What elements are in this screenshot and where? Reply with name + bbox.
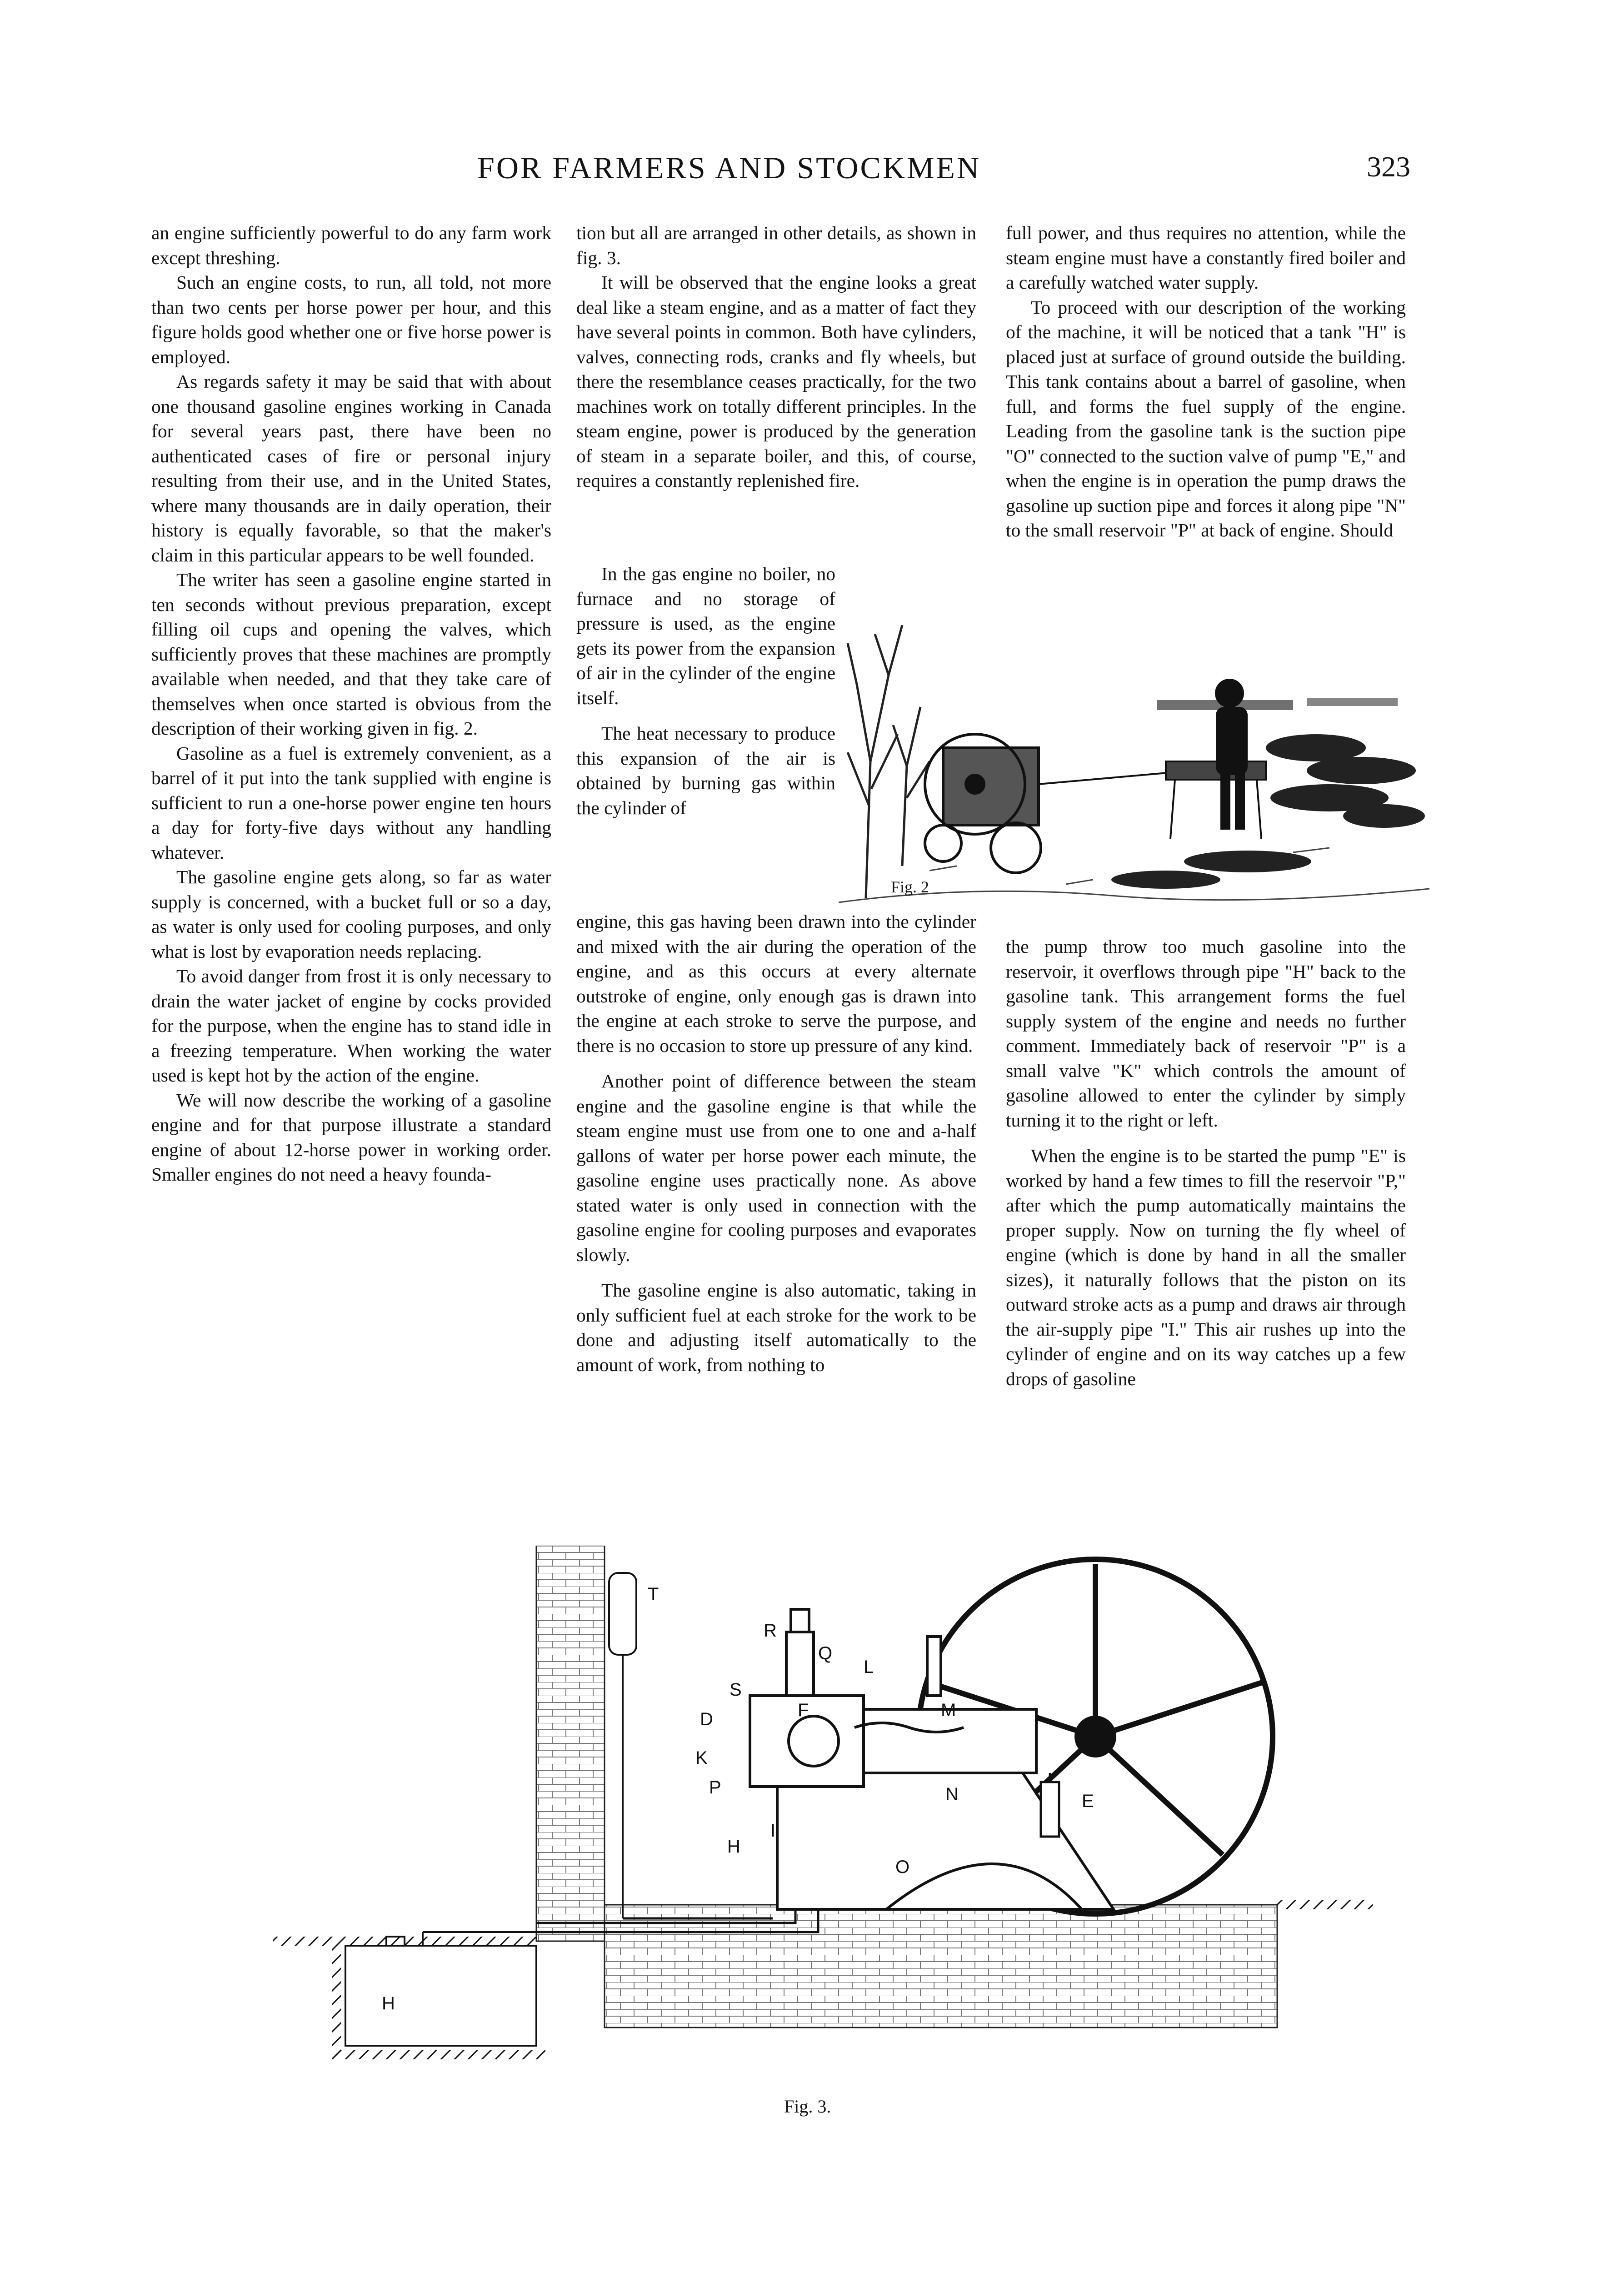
paragraph: full power, and thus requires no attention, while the steam engine must have a constantly fired boiler and a carefully watched water supply. bbox=[1006, 222, 1406, 293]
fig-3-caption: Fig. 3. bbox=[784, 2096, 831, 2117]
label-d: D bbox=[700, 1709, 713, 1729]
column-2-top bbox=[576, 220, 976, 493]
label-m: M bbox=[941, 1700, 956, 1720]
label-n: N bbox=[945, 1784, 959, 1804]
paragraph: When the engine is to be started the pump "E" is worked by hand a few times to fill the reservoir "P," after which the pump automatically maintains the proper supply. Now on turning the fly wheel of engine (which is done by hand in all the smaller sizes), it naturally follows that the piston on its outward stroke acts as a pump and draws air through the air-supply pipe "I." This air rushes up into the cylinder of engine and on its way catches up a few drops of gasoline bbox=[1006, 1145, 1406, 1389]
label-h-tank: H bbox=[382, 1993, 395, 2013]
label-r: R bbox=[764, 1621, 777, 1641]
paragraph: the pump throw too much gasoline into the reservoir, it overflows through pipe "H" back to the gasoline tank. This arrangement forms the fuel supply system of the engine and needs no further comment. Immediately back of reservoir "P" is a small valve "K" which controls the amount of gasoline allowed to enter the cylinder by simply turning it to the right or left. bbox=[1006, 936, 1406, 1131]
fig-3-engine-diagram bbox=[273, 1546, 1373, 2059]
engine-cylinder bbox=[750, 1609, 1036, 1787]
fuel-pump-e bbox=[1041, 1773, 1059, 1837]
paragraph: tion but all are arranged in other details, as shown in fig. 3. bbox=[576, 222, 976, 268]
paragraph: It will be observed that the engine looks a great deal like a steam engine, and as a matter of fact they have several points in common. Both have cylinders, valves, connecting rods, cranks and fly wheels, but there the resemblance ceases practically, for the two machines work on totally different principles. In the steam engine, power is produced by the generation of steam in a separate boiler, and this, of course, requires a constantly replenished fire. bbox=[576, 272, 976, 491]
gasoline-tank bbox=[345, 1932, 536, 2046]
distant-shrubs bbox=[1157, 698, 1398, 710]
fig-2-illustration bbox=[839, 571, 1429, 911]
column-2-bottom bbox=[576, 909, 976, 1377]
label-i: I bbox=[770, 1821, 776, 1841]
paragraph: The writer has seen a gasoline engine started in ten seconds without previous preparation, except filling oil cups and opening the valves, which sufficiently proves that these machines are promptly available when needed, and that they take care of themselves when once started is obvious from the description of their working given in fig. 2. bbox=[151, 569, 551, 739]
paragraph: As regards safety it may be said that with about one thousand gasoline engines working in Canada for several years past, there have been no authenticated cases of fire or personal injury resulting from their use, and in the United States, where many thousands are in daily operation, their history is equally favorable, so that the maker's claim in this particular appears to be well founded. bbox=[151, 371, 551, 566]
label-l: L bbox=[864, 1657, 874, 1677]
paragraph: The gasoline engine gets along, so far as water supply is concerned, with a bucket full or so a day, as water is only used for cooling purposes, and only what is lost by evaporation needs replacing. bbox=[151, 866, 551, 962]
label-o: O bbox=[895, 1857, 910, 1877]
label-t: T bbox=[648, 1584, 659, 1604]
paragraph: To proceed with our description of the working of the machine, it will be noticed that a tank "H" is placed just at surface of ground outside the building. This tank contains about a barrel of gasoline, when full, and forms the fuel supply of the engine. Leading from the gasoline tank is the suction pipe "O" connected to the suction valve of pump "E," and when the engine is in operation the pump draws the gasoline up suction pipe and forces it along pipe "N" to the small reservoir "P" at back of engine. Should bbox=[1006, 296, 1406, 541]
label-h-pipe: H bbox=[727, 1837, 740, 1857]
paragraph: In the gas engine no boiler, no furnace and no storage of pressure is used, as the engine gets its power from the expansion of air in the cylinder of the engine itself. bbox=[576, 563, 835, 708]
label-k: K bbox=[695, 1748, 708, 1768]
label-e: E bbox=[1082, 1791, 1094, 1811]
brick-wall bbox=[536, 1546, 605, 1941]
page-number: 323 bbox=[1367, 150, 1410, 183]
label-p: P bbox=[709, 1777, 721, 1797]
column-3-bottom bbox=[1006, 934, 1406, 1391]
label-f: F bbox=[798, 1700, 809, 1720]
page-header bbox=[0, 150, 1624, 200]
paragraph: The gasoline engine is also automatic, taking in only sufficient fuel at each stroke for the work to be done and adjusting itself automatically to the amount of work, from nothing to bbox=[576, 1280, 976, 1375]
label-q: Q bbox=[818, 1643, 833, 1663]
label-s: S bbox=[730, 1680, 742, 1700]
paragraph: We will now describe the working of a gasoline engine and for that purpose illustrate a standard engine of about 12-horse power in working order. Smaller engines do not need a heavy founda- bbox=[151, 1089, 551, 1185]
paragraph: Gasoline as a fuel is extremely convenient, as a barrel of it put into the tank supplied with engine is sufficient to run a one-horse power engine ten hours a day for forty-five days without any handling whatever. bbox=[151, 742, 551, 863]
column-2-narrow bbox=[576, 561, 835, 820]
fig-2-caption: Fig. 2 bbox=[891, 878, 929, 896]
log-pile bbox=[1111, 734, 1425, 889]
gasoline-engine bbox=[925, 734, 1193, 873]
reservoir-tank-t bbox=[609, 1573, 636, 1918]
paragraph: To avoid danger from frost it is only necessary to drain the water jacket of engine by cocks provided for the purpose, when the engine has to stand idle in a freezing temperature. When working the water used is kept hot by the action of the engine. bbox=[151, 966, 551, 1086]
paragraph: engine, this gas having been drawn into the cylinder and mixed with the air during the operation of the engine, and as this occurs at every alternate outstroke of engine, only enough gas is drawn into the engine at each stroke to serve the purpose, and there is no occasion to store up pressure of any kind. bbox=[576, 911, 976, 1056]
paragraph: Such an engine costs, to run, all told, not more than two cents per horse power per hour, and this figure holds good whether one or five horse power is employed. bbox=[151, 272, 551, 367]
saw-table bbox=[1166, 761, 1266, 839]
bare-tree bbox=[848, 625, 929, 898]
column-3-top bbox=[1006, 220, 1406, 543]
paragraph: The heat necessary to produce this expansion of the air is obtained by burning gas within the cylinder of bbox=[576, 723, 835, 818]
running-title: FOR FARMERS AND STOCKMEN bbox=[477, 150, 981, 185]
paragraph: Another point of difference between the steam engine and the gasoline engine is that while the steam engine must use from one to one and a-half gallons of water per horse power each minute, the gasoline engine uses practically none. As above stated water is only used in connection with the gasoline engine for cooling purposes and evaporates slowly. bbox=[576, 1071, 976, 1265]
column-1 bbox=[151, 220, 551, 1187]
paragraph: an engine sufficiently powerful to do any farm work except threshing. bbox=[151, 222, 551, 268]
